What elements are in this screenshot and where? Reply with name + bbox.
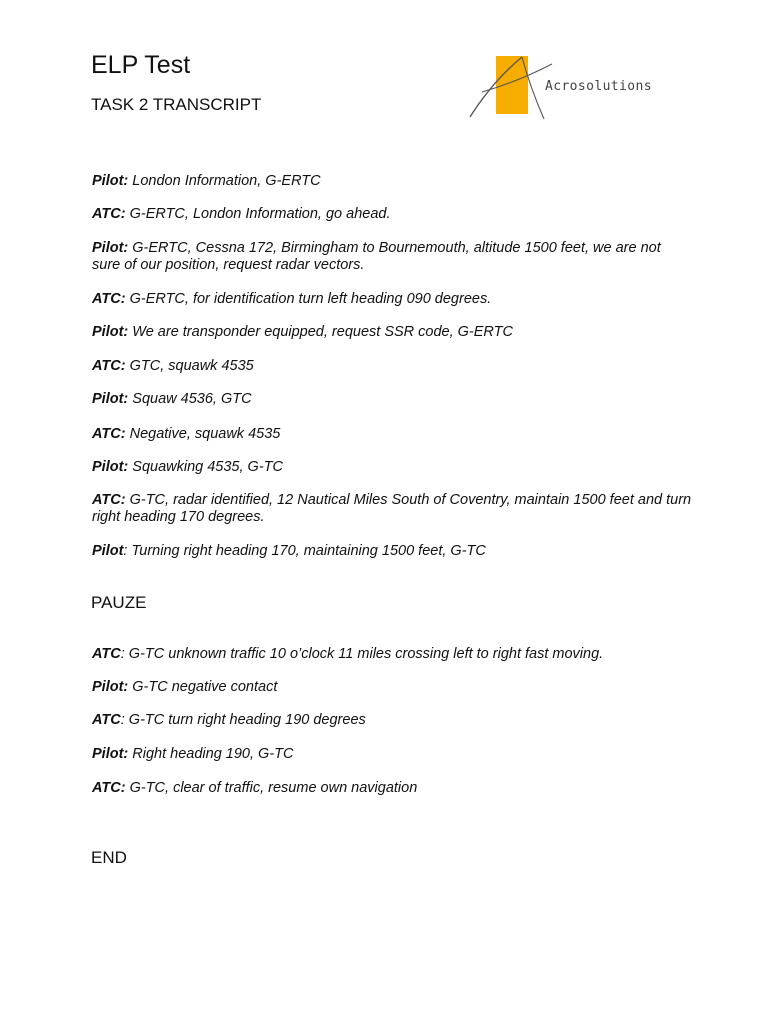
transcript-line: [92, 679, 692, 696]
acrosolutions-logo: [462, 52, 682, 122]
utterance-text: Squawking 4535, G-TC: [128, 459, 283, 475]
transcript-line: [92, 712, 692, 729]
utterance-text: G-TC, clear of traffic, resume own navigation: [125, 780, 418, 796]
transcript-line: [92, 358, 692, 375]
transcript-line: [92, 206, 692, 223]
transcript-line: [92, 426, 692, 443]
utterance-text: : G-TC turn right heading 190 degrees: [120, 712, 366, 728]
document-subtitle: TASK 2 TRANSCRIPT: [91, 95, 262, 114]
pause-heading: PAUZE: [91, 593, 147, 612]
speaker-label: Pilot:: [92, 391, 129, 407]
transcript-line: [92, 173, 692, 190]
speaker-label: Pilot:: [92, 173, 129, 189]
utterance-text: Right heading 190, G-TC: [128, 746, 294, 762]
speaker-label: Pilot:: [92, 324, 129, 340]
speaker-label: Pilot:: [92, 679, 129, 695]
utterance-text: GTC, squawk 4535: [125, 358, 254, 374]
speaker-label: ATC:: [92, 426, 126, 442]
utterance-text: : Turning right heading 170, maintaining 1500 feet, G-TC: [123, 543, 486, 559]
document-title: ELP Test: [91, 51, 191, 79]
utterance-text: We are transponder equipped, request SSR code, G-ERTC: [128, 324, 513, 340]
transcript-line: [92, 543, 692, 560]
speaker-label: Pilot:: [92, 459, 129, 475]
transcript-line: [92, 391, 692, 408]
speaker-label: ATC: [92, 646, 121, 662]
utterance-text: G-TC, radar identified, 12 Nautical Miles South of Coventry, maintain 1500 feet and turn right heading 170 degrees.: [92, 492, 692, 525]
utterance-text: G-ERTC, for identification turn left heading 090 degrees.: [125, 291, 492, 307]
speaker-label: ATC:: [92, 492, 126, 508]
utterance-text: Negative, squawk 4535: [125, 426, 281, 442]
utterance-text: G-ERTC, Cessna 172, Birmingham to Bournemouth, altitude 1500 feet, we are not sure of our position, request radar vectors.: [92, 240, 661, 273]
utterance-text: London Information, G-ERTC: [128, 173, 321, 189]
transcript-line: [92, 324, 692, 341]
speaker-label: ATC:: [92, 291, 126, 307]
speaker-label: ATC: [92, 712, 121, 728]
speaker-label: Pilot: [92, 543, 124, 559]
transcript-line: [92, 746, 692, 763]
transcript-line: [92, 240, 692, 274]
utterance-text: : G-TC unknown traffic 10 o’clock 11 miles crossing left to right fast moving.: [120, 646, 604, 662]
transcript-line: [92, 780, 692, 797]
speaker-label: ATC:: [92, 206, 126, 222]
transcript-line: [92, 459, 692, 476]
speaker-label: ATC:: [92, 780, 126, 796]
end-heading: END: [91, 848, 127, 867]
transcript-line: [92, 646, 692, 663]
speaker-label: Pilot:: [92, 746, 129, 762]
transcript-line: [92, 291, 692, 308]
speaker-label: Pilot:: [92, 240, 129, 256]
utterance-text: G-TC negative contact: [128, 679, 278, 695]
utterance-text: G-ERTC, London Information, go ahead.: [125, 206, 391, 222]
logo-wordmark: Acrosolutions: [545, 79, 652, 94]
transcript-line: [92, 492, 692, 526]
utterance-text: Squaw 4536, GTC: [128, 391, 252, 407]
speaker-label: ATC:: [92, 358, 126, 374]
